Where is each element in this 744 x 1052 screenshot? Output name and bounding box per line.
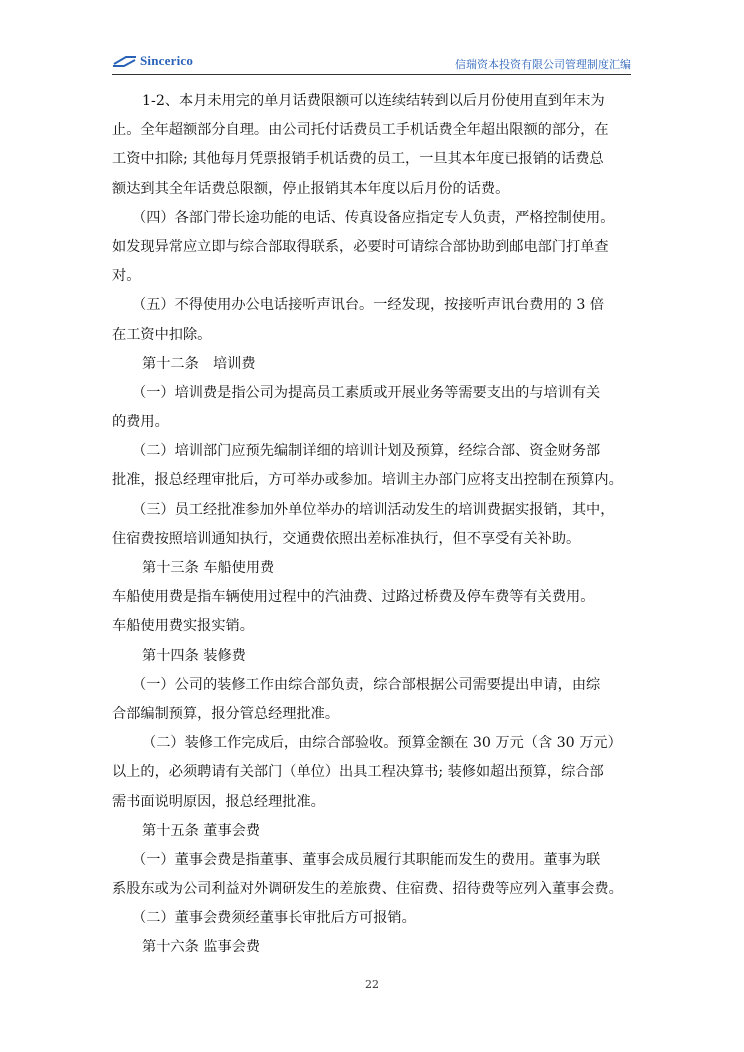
page-number: 22 — [365, 978, 379, 991]
text-line: 需书面说明原因，报总经理批准。 — [112, 793, 325, 810]
text-line: 第十三条 车船使用费 — [142, 560, 275, 576]
text-line: 工资中扣除; 其他每月凭票报销手机话费的员工，一旦其本年度已报销的话费总 — [112, 151, 604, 168]
text-line: （四）各部门带长途功能的电话、传真设备应指定专人负责，严格控制使用。 — [132, 209, 615, 226]
text-line: （一）培训费是指公司为提高员工素质或开展业务等需要支出的与培训有关 — [132, 384, 601, 401]
text-line: 额达到其全年话费总限额，停止报销其本年度以后月份的话费。 — [112, 180, 510, 197]
text-line: 第十五条 董事会费 — [142, 822, 261, 839]
text-line: （五）不得使用办公电话接听声讯台。一经发现，按接听声讯台费用的 3 倍 — [132, 297, 605, 314]
text-line: （二）培训部门应预先编制详细的培训计划及预算，经综合部、资金财务部 — [132, 443, 601, 460]
text-line: 第十四条 装修费 — [142, 647, 246, 664]
text-line: 在工资中扣除。 — [112, 326, 212, 343]
text-line: 如发现异常应立即与综合部取得联系，必要时可请综合部协助到邮电部门打单查 — [112, 238, 609, 255]
text-line: （三）员工经批准参加外单位举办的培训活动发生的培训费据实报销，其中， — [132, 501, 615, 518]
text-line: 以上的，必须聘请有关部门（单位）出具工程决算书; 装修如超出预算，综合部 — [112, 764, 604, 781]
logo-text: Sincerico — [140, 53, 194, 68]
text-line: 第十六条 监事会费 — [142, 939, 261, 956]
header-title: 信瑞资本投资有限公司管理制度汇编 — [455, 58, 631, 71]
document-body — [112, 87, 637, 963]
text-line: （一）公司的装修工作由综合部负责，综合部根据公司需要提出申请，由综 — [132, 676, 601, 693]
text-line: 1-2、本月未用完的单月话费限额可以连续结转到以后月份使用直到年末为 — [142, 93, 605, 109]
text-line: （二）董事会费须经董事长审批后方可报销。 — [132, 910, 416, 927]
sincerico-logo-icon — [112, 55, 138, 67]
text-line: 对。 — [112, 268, 141, 285]
text-line: 车船使用费实报实销。 — [112, 618, 254, 635]
text-line: 住宿费按照培训通知执行，交通费依照出差标准执行，但不享受有关补助。 — [112, 530, 581, 547]
text-line: （一）董事会费是指董事、董事会成员履行其职能而发生的费用。董事为联 — [132, 851, 601, 868]
text-line: （二）装修工作完成后，由综合部验收。预算金额在 30 万元（含 30 万元） — [142, 735, 622, 752]
company-logo — [112, 53, 193, 69]
text-line: 止。全年超额部分自理。由公司托付话费员工手机话费全年超出限额的部分，在 — [112, 122, 609, 139]
text-line: 批准，报总经理审批后，方可举办或参加。培训主办部门应将支出控制在预算内。 — [112, 472, 623, 489]
text-line: 第十二条 培训费 — [142, 355, 256, 372]
text-line: 车船使用费是指车辆使用过程中的汽油费、过路过桥费及停车费等有关费用。 — [112, 589, 595, 606]
text-line: 系股东或为公司利益对外调研发生的差旅费、住宿费、招待费等应列入董事会费。 — [112, 881, 623, 898]
page-header — [112, 52, 631, 75]
text-line: 的费用。 — [112, 414, 169, 431]
text-line: 合部编制预算，报分管总经理批准。 — [112, 705, 340, 722]
